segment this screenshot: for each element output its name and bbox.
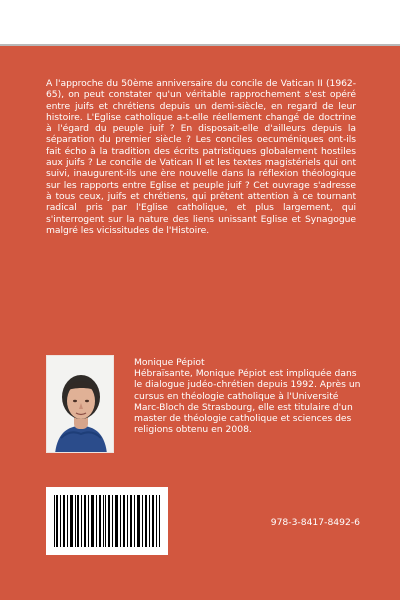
author-photo (46, 355, 114, 453)
isbn-number: 978-3-8417-8492-6 (270, 517, 360, 528)
back-cover-blurb: A l'approche du 50ème anniversaire du concile de Vatican II (1962-65), on peut constater qu'un véritable rapprochement s'est opéré entre juifs et chrétiens depuis un demi-siècle, en regard de leur histoire. L'Eglise catholique a-t-elle réellement changé de doctrine à l'égard du peuple juif ? En disposait-elle d'ailleurs depuis la séparation du premier siècle ? Les conciles oecuméniques ont-ils fait écho à la tradition des écrits patristiques globalement hostiles aux juifs ? Le concile de Vatican II et les textes magistériels qui ont suivi, inaugurent-ils une ère nouvelle dans la réflexion théologique sur les rapports entre Eglise et peuple juif ? Cet ouvrage s'adresse à tous ceux, juifs et chrétiens, qui prêtent attention à ce tournant radical pris par l'Eglise catholique, et plus largement, qui s'interrogent sur la nature des liens unissant Eglise et Synagogue malgré les vicissitudes de l'Histoire. (46, 78, 356, 236)
top-white-strip (0, 0, 400, 44)
isbn-barcode (46, 487, 168, 555)
author-bio: Hébraïsante, Monique Pépiot est impliquée dans le dialogue judéo-chrétien depuis 1992. Après un cursus en théologie catholique à l'Université Marc-Bloch de Strasbourg, elle est titulaire d'un master de théologie catholique et sciences des religions obtenu en 2008. (134, 368, 361, 436)
author-name: Monique Pépiot (134, 357, 205, 368)
